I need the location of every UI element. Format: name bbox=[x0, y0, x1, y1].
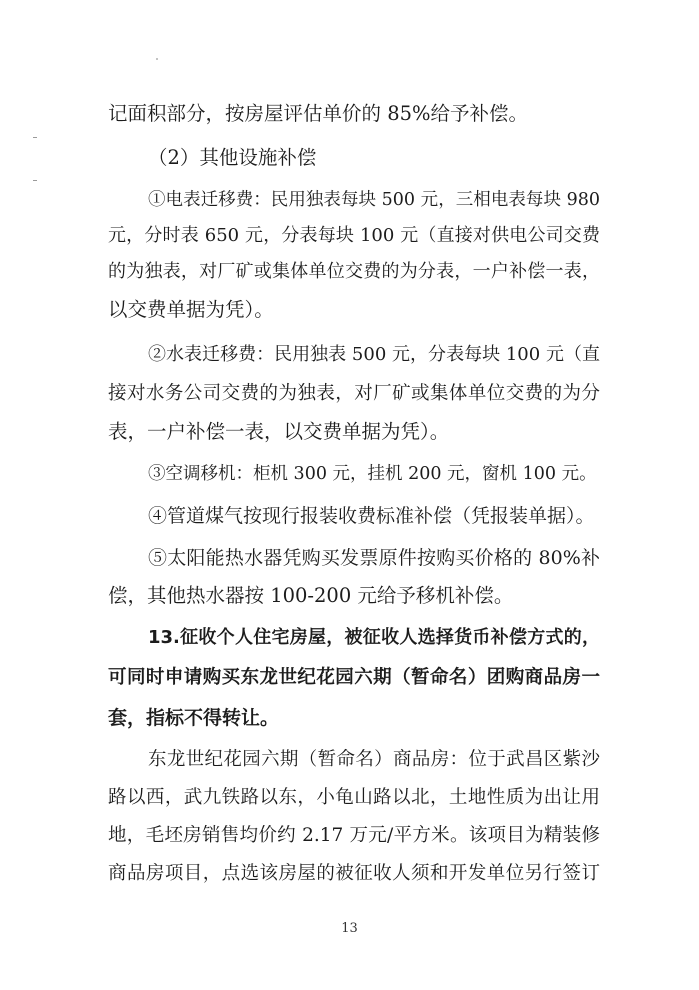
clause-13-line-1: 13.征收个人住宅房屋，被征收人选择货币补偿方式的， bbox=[148, 627, 600, 648]
paragraph-9-line-1: 东龙世纪花园六期（暂命名）商品房：位于武昌区紫沙 bbox=[148, 749, 600, 770]
paragraph-3-line-3: 的为独表，对厂矿或集体单位交费的为分表，一户补偿一表， bbox=[108, 261, 600, 282]
paragraph-4-line-1: ②水表迁移费：民用独表 500 元，分表每块 100 元（直 bbox=[148, 344, 600, 365]
paragraph-4-line-2: 接对水务公司交费的为独表，对厂矿或集体单位交费的为分 bbox=[108, 383, 600, 404]
section-heading-other-facilities: （2）其他设施补偿 bbox=[148, 146, 317, 169]
paragraph-3-line-4: 以交费单据为凭）。 bbox=[108, 298, 274, 321]
paragraph-9-line-3: 地，毛坯房销售均价约 2.17 万元/平方米。该项目为精装修 bbox=[108, 825, 600, 846]
paragraph-7-line-1: ⑤太阳能热水器凭购买发票原件按购买价格的 80%补 bbox=[148, 547, 600, 569]
scan-speck bbox=[156, 58, 158, 60]
paragraph-7-line-2: 偿，其他热水器按 100-200 元给予移机补偿。 bbox=[108, 584, 514, 607]
paragraph-4-line-3: 表，一户补偿一表，以交费单据为凭）。 bbox=[108, 420, 450, 443]
clause-13-line-2: 可同时申请购买东龙世纪花园六期（暂命名）团购商品房一 bbox=[108, 667, 600, 688]
paragraph-1-line-1: 记面积部分，按房屋评估单价的 85%给予补偿。 bbox=[108, 102, 529, 125]
paragraph-3-line-1: ①电表迁移费：民用独表每块 500 元，三相电表每块 980 bbox=[148, 190, 600, 210]
paragraph-9-line-4: 商品房项目，点选该房屋的被征收人须和开发单位另行签订 bbox=[108, 863, 600, 884]
clause-13-line-3: 套，指标不得转让。 bbox=[108, 707, 280, 729]
paragraph-6-line-1: ④管道煤气按现行报装收费标准补偿（凭报装单据）。 bbox=[148, 505, 595, 527]
paragraph-9-line-2: 路以西，武九铁路以东，小龟山路以北，土地性质为出让用 bbox=[108, 787, 600, 808]
paragraph-5-line-1: ③空调移机：柜机 300 元，挂机 200 元，窗机 100 元。 bbox=[148, 464, 597, 484]
page-number: 13 bbox=[341, 921, 358, 936]
margin-mark bbox=[33, 180, 37, 181]
paragraph-3-line-2: 元，分时表 650 元，分表每块 100 元（直接对供电公司交费 bbox=[108, 225, 600, 246]
margin-mark bbox=[33, 137, 37, 138]
